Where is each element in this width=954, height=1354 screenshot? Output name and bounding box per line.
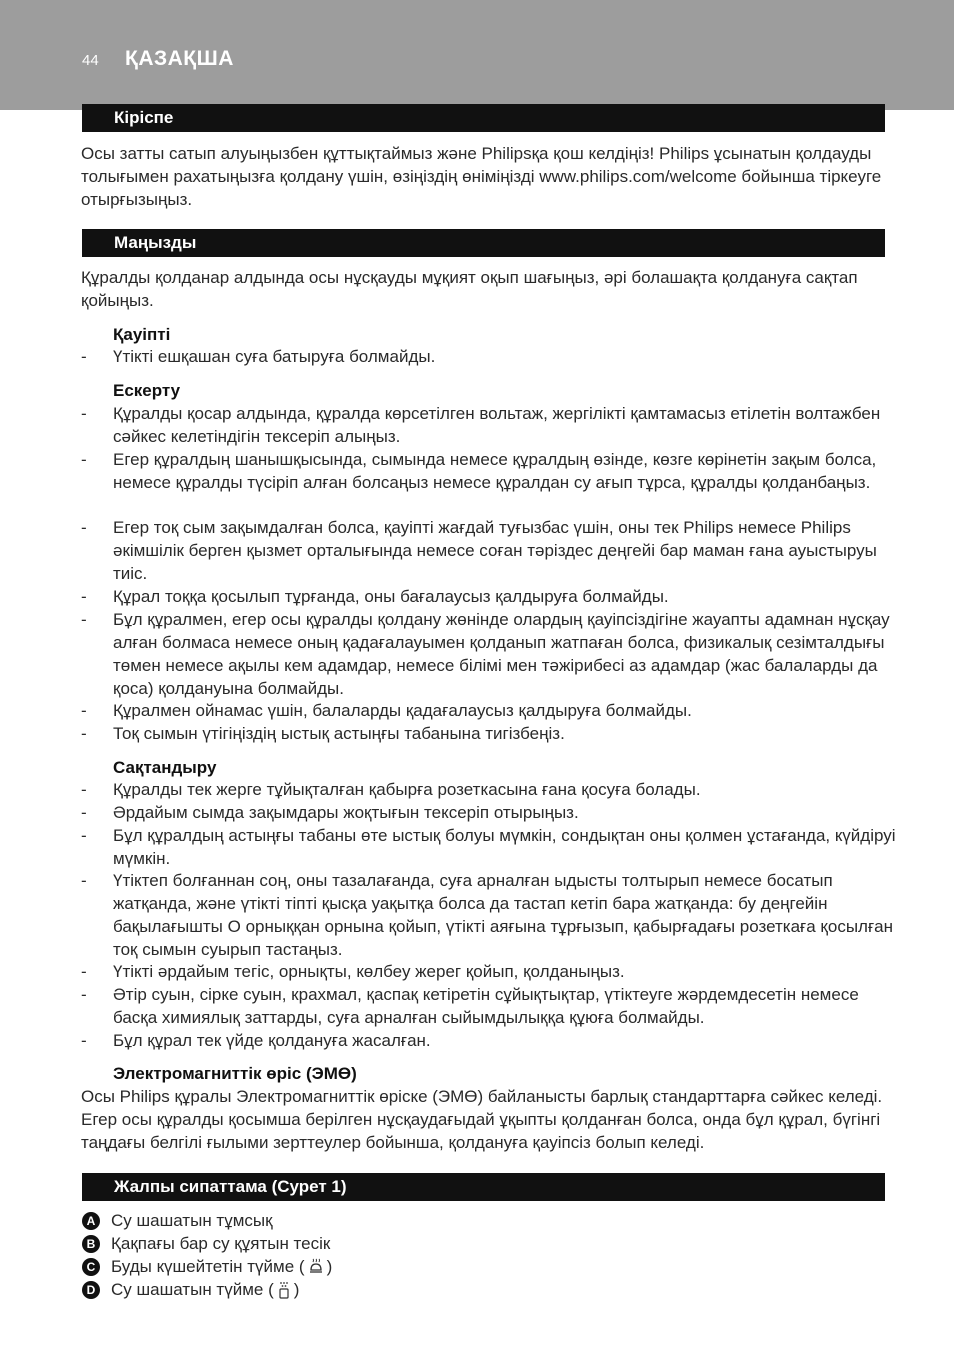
warning-item: - Егер құралдың шанышқысында, сымында немесе құралдың өзінде, көзге көрінетін зақым болса, немесе құралды түсіріп алған болсаңыз немесе құралдан су ағып тұрса, құралды қолданбаңыз. (81, 450, 877, 492)
part-item (82, 1209, 332, 1232)
part-label: Қақпағы бар су құятын тесік (111, 1233, 331, 1253)
warning-heading: Ескерту (113, 381, 181, 400)
parts-list (82, 1209, 332, 1301)
caution-item: - Үтікті әрдайым тегіс, орнықты, көлбеу жерег қойып, қолданыңыз. (81, 962, 625, 981)
emf-paragraph: Осы Philips құралы Электромагниттік өріске (ЭМӨ) байланысты барлық стандарттарға сәйкес келеді. Егер осы құралды қосымша берілген нұсқаудағыдай ұқыпты қолданған болса, онда бұл құрал, бүгінгі таңдағы белгілі ғылыми зерттеулер бойынша, қолдануға қауіпсіз болып келеді. (81, 1087, 883, 1152)
caution-item: - Әрдайым сымда зақымдары жоқтығын тексеріп отырыңыз. (81, 803, 579, 822)
steam-shot-icon (307, 1258, 325, 1276)
warning-item: - Егер тоқ сым зақымдалған болса, қауіпті жағдай туғызбас үшін, оны тек Philips немесе Philips әкімшілік берген қызмет орталығында немесе соған тәріздес деңгейі бар маман ғана ауыстыруы тиіс. (81, 518, 877, 583)
part-letter: A (82, 1212, 100, 1230)
warning-item: - Құралмен ойнамас үшін, балаларды қадағалаусыз қалдыруға болмайды. (81, 701, 692, 720)
part-letter: C (82, 1258, 100, 1276)
section-header-important: Маңызды (82, 229, 885, 257)
warning-item: - Тоқ сымын үтігіңіздің ыстық астыңғы табанына тигізбеңіз. (81, 724, 565, 743)
intro-paragraph: Осы затты сатып алуыңызбен құттықтаймыз және Philipsқа қош келдіңіз! Philips ұсынатын қолдауды толығымен рахатыңызға қолдану үшін, өзіңіздің өніміңізді www.philips.com/welcome бойынша тіркеуге отырғызыңыз. (81, 144, 882, 209)
page-number: 44 (82, 52, 99, 69)
part-item (82, 1278, 332, 1301)
danger-heading: Қауіпті (113, 325, 171, 344)
emf-heading: Электромагниттік өріс (ЭМӨ) (113, 1064, 357, 1083)
part-label: Буды күшейтетін түйме ( (111, 1256, 305, 1276)
section-header-intro: Кіріспе (82, 104, 885, 132)
warning-item: - Бұл құралмен, егер осы құралды қолдану жөнінде олардың қауіпсіздігіне жауапты адамнан нұсқау алған болмаса немесе оның қадағалауымен қолданып жатпаған болса, физикалық сезімталдығы төмен немесе ақылы кем адамдар, немесе білімі мен тәжірибесі аз адамдар (жас балаларды да қоса) қолдануына болмайды. (81, 610, 890, 698)
important-paragraph: Құралды қолданар алдында осы нұсқауды мұқият оқып шағыңыз, әрі болашақта қолдануға сақтап қойыңыз. (81, 268, 858, 310)
warning-item: - Құрал тоққа қосылып тұрғанда, оны бағалаусыз қалдыруға болмайды. (81, 587, 669, 606)
caution-item: - Бұл құралдың астыңғы табаны өте ыстық болуы мүмкін, сондықтан оны қолмен ұстағанда, күйдіруі мүмкін. (81, 826, 896, 868)
part-item (82, 1255, 332, 1278)
language-title: ҚАЗАҚША (125, 47, 234, 70)
caution-item: - Әтір суын, сірке суын, крахмал, қаспақ кетіретін сұйықтықтар, үтіктеуге жәрдемдесетін немесе басқа химиялық заттарды, суға арналған сыйымдылыққа құюға болмайды. (81, 985, 859, 1027)
caution-item: - Үтіктеп болғаннан соң, оны тазалағанда, суға арналған ыдысты толтырып немесе босатып жатқанда, және үтікті тіпті қысқа уақытқа болса да тастап кетіп бара жатқанда: бу деңгейін бақылағышты O орныққан орнына қойып, үтікті аяғына тұрғызып, қабырғадағы розеткаға қосылған тоқ сымын суырып тастаңыз. (81, 871, 893, 959)
part-letter: B (82, 1235, 100, 1253)
spray-icon (276, 1281, 292, 1299)
danger-item: - Үтікті ешқашан суға батыруға болмайды. (81, 347, 436, 366)
part-item (82, 1232, 332, 1255)
warning-item: - Құралды қосар алдында, құралда көрсетілген вольтаж, жергілікті қамтамасыз етілетін волтажбен сәйкес келетіндігін тексеріп алыңыз. (81, 404, 881, 446)
part-label: Су шашатын тұмсық (111, 1210, 273, 1230)
page-header (0, 0, 954, 110)
part-letter: D (82, 1281, 100, 1299)
caution-item: - Бұл құрал тек үйде қолдануға жасалған. (81, 1031, 431, 1050)
caution-heading: Сақтандыру (113, 758, 217, 777)
part-label: Су шашатын түйме ( (111, 1279, 274, 1299)
caution-item: - Құралды тек жерге тұйықталған қабырға розеткасына ғана қосуға болады. (81, 780, 701, 799)
part-label-suffix: ) (326, 1256, 333, 1276)
section-header-general: Жалпы сипаттама (Сурет 1) (82, 1173, 885, 1201)
part-label-suffix: ) (293, 1279, 300, 1299)
